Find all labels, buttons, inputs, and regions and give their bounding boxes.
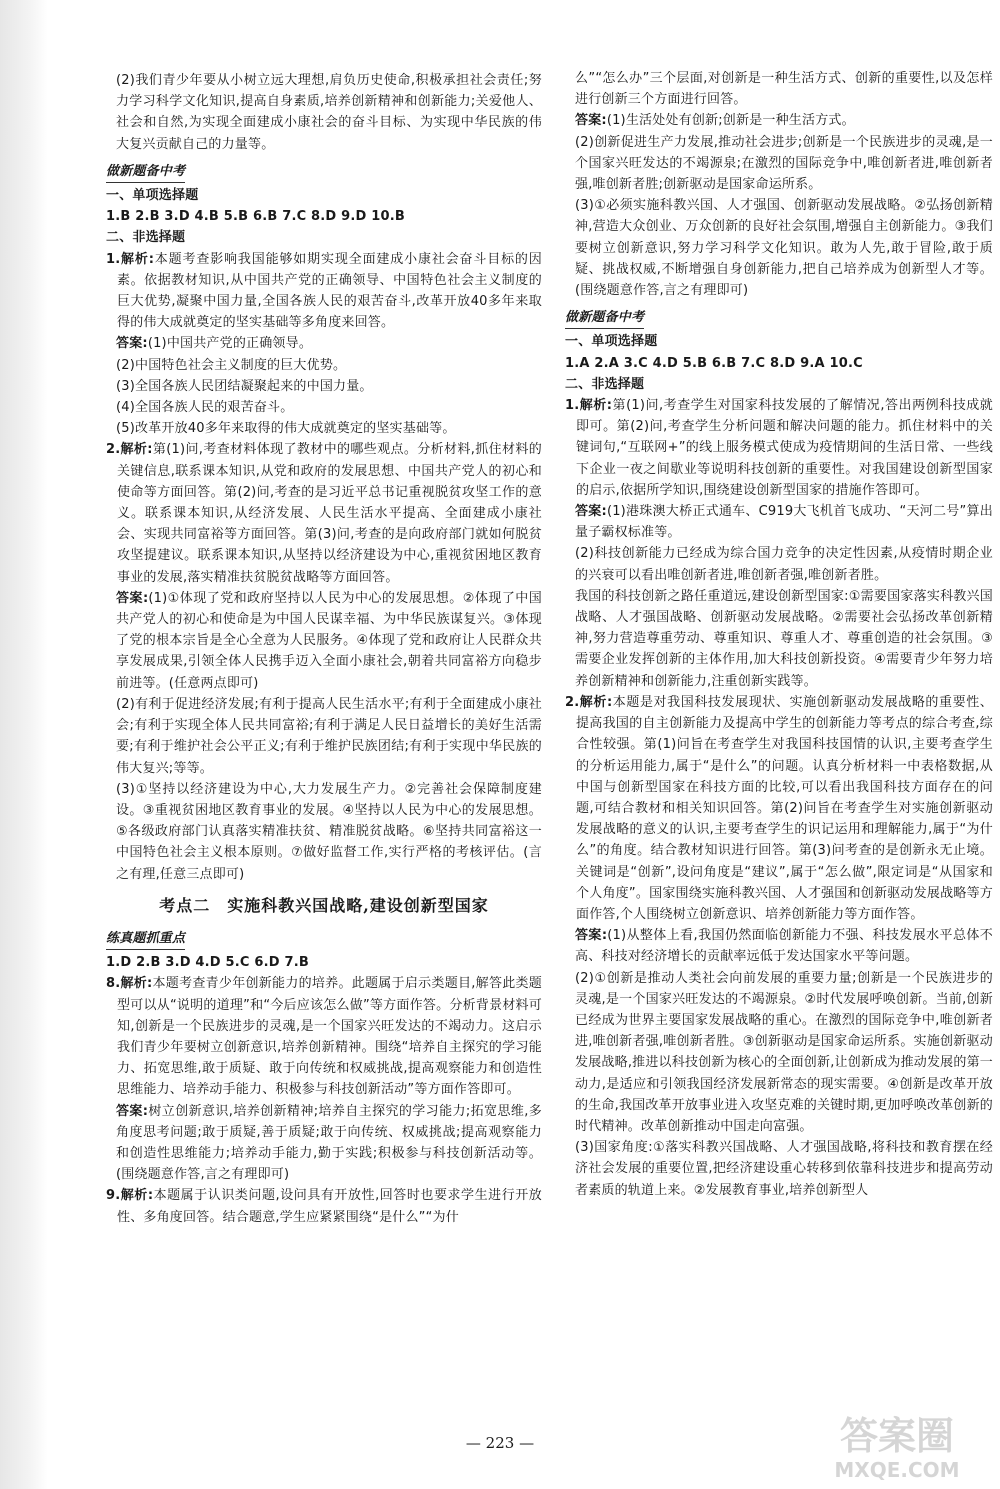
section-heading: 做新题备中考 xyxy=(565,307,644,329)
item-text: (3)①必须实施科教兴国、人才强国、创新驱动发展战略。②弘扬创新精神,营造大众创业、万众创新的良好社会氛围,增强自主创新能力。③我们要树立创新意识,努力学习科学文化知识。敢为人先,敢于冒险,敢于质疑、挑战权威,不断增强自身创新能力,把自己培养成为创新型人才等。(围绕题意作答,言之有理即可) xyxy=(575,198,993,299)
item-text: 本题考查影响我国能够如期实现全面建成小康社会奋斗目标的因素。依据教材知识,从中国共产党的正确领导、中国特色社会主义制度的巨大优势,凝聚中国力量,全国各族人民的艰苦奋斗,改革开放40多年来取得的伟大成就奠定的坚实基础等多角度来回答。 xyxy=(117,251,542,331)
item-text: 本题是对我国科技发展现状、实施创新驱动发展战略的重要性、提高我国的自主创新能力及提高中学生的创新能力等考点的综合考查,综合性较强。第(1)问旨在考查学生对我国科技国情的认识,主要考查学生的分析运用能力,属于“是什么”的问题。认真分析材料一中表格数据,从中国与创新型国家在科技方面的比较,可以看出我国科技方面存在的问题,可结合教材和相关知识回答。第(2)问旨在考查学生对实施创新驱动发展战略的意义的认识,主要考查学生的识记运用和理解能力,属于“为什么”的角度。结合教材知识进行回答。第(3)问考查的是创新永无止境。关键词是“创新”,设问角度是“建议”,属于“怎么做”,限定词是“从国家和个人角度”。国家围绕实施科教兴国、人才强国和创新驱动发展战略等方面作答,个人围绕树立创新意识、培养创新能力等方面作答。 xyxy=(576,694,993,922)
book-binding-shadow xyxy=(0,0,48,1489)
item-text: (2)中国特色社会主义制度的巨大优势。 xyxy=(116,357,347,373)
answer-item xyxy=(106,249,542,334)
item-label: 答案: xyxy=(116,336,148,352)
item-text: 一、单项选择题 xyxy=(106,188,199,204)
item-label: 答案: xyxy=(116,1103,149,1119)
topic-heading xyxy=(106,895,542,916)
item-text: (1)①体现了党和政府坚持以人民为中心的发展思想。②体现了中国共产党人的初心和使命是为中国人民谋幸福、为中华民族谋复兴。③体现了党的根本宗旨是全心全意为人民服务。④体现了党和政府让人民群众共享发展成果,引领全体人民携手迈入全面小康社会,朝着共同富裕方向稳步前进等。(任意两点即可) xyxy=(116,590,542,691)
left-column xyxy=(106,70,542,1228)
answer-item xyxy=(565,925,993,967)
item-label: 9.解析: xyxy=(106,1188,154,1204)
item-text: 二、非选择题 xyxy=(565,376,645,392)
item-text: (1)港珠澳大桥正式通车、C919大飞机首飞成功、“天河二号”算出量子霸权标准等。 xyxy=(575,504,993,541)
item-text: (3)国家角度:①落实科教兴国战略、人才强国战略,将科技和教育摆在经济社会发展的重要位置,把经济建设重心转移到依靠科技进步和提高劳动者素质的轨道上来。②发展教育事业,培养创新型人 xyxy=(575,1140,993,1198)
paragraph xyxy=(106,206,542,227)
item-label: 1.解析: xyxy=(106,251,155,267)
answer-item xyxy=(565,395,993,501)
watermark-main: 答案圈 xyxy=(839,1414,955,1458)
paragraph xyxy=(565,353,993,374)
item-text: 本题考查青少年创新能力的培养。此题属于启示类题目,解答此类题型可以从“说明的道理”和“今后应该怎么做”等方面作答。分析背景材料可知,创新是一个民族进步的灵魂,是一个国家兴旺发达的不竭动力。这启示我们青少年要树立创新意识,培养创新精神。围绕“培养自主探究的学习能力、拓宽思维,敢于质疑、敢于向传统和权威挑战,提高观察能力和创造性思维能力、培养动手能力、积极参与科技创新活动”等方面作答即可。 xyxy=(117,976,542,1098)
paragraph xyxy=(106,376,542,397)
section-heading: 练真题抓重点 xyxy=(106,928,185,950)
item-text: 1.B 2.B 3.D 4.B 5.B 6.B 7.C 8.D 9.D 10.B xyxy=(106,209,405,225)
item-text: 1.D 2.B 3.D 4.D 5.C 6.D 7.B xyxy=(106,955,309,971)
page-number: — 223 — xyxy=(465,1434,535,1452)
subsection-heading xyxy=(565,331,993,352)
item-text: (1)从整体上看,我国仍然面临创新能力不强、科技发展水平总体不高、科技对经济增长的贡献率远低于发达国家水平等问题。 xyxy=(575,928,993,965)
item-text: (4)全国各族人民的艰苦奋斗。 xyxy=(116,400,294,416)
paragraph xyxy=(106,694,542,779)
item-label: 1.解析: xyxy=(565,398,613,414)
item-text: 树立创新意识,培养创新精神;培养自主探究的学习能力;拓宽思维,多角度思考问题;敢于质疑,善于质疑;敢于向传统、权威挑战;提高观察能力和创造性思维能力;培养动手能力,勤于实践;积极参与科技创新活动等。(围绕题意作答,言之有理即可) xyxy=(116,1103,542,1183)
item-text: (2)①创新是推动人类社会向前发展的重要力量;创新是一个民族进步的灵魂,是一个国家兴旺发达的不竭源泉。②时代发展呼唤创新。当前,创新已经成为世界主要国家发展战略的重心。在激烈的国际竞争中,唯创新者进,唯创新者强,唯创新者胜。③创新驱动是国家命运所系。实施创新驱动发展战略,推进以科技创新为核心的全面创新,让创新成为推动发展的第一动力,是适应和引领我国经济发展新常态的现实需要。④创新是改革开放的生命,我国改革开放事业进入攻坚克难的关键时期,更加呼唤改革创新的时代精神。改革创新推动中国走向富强。 xyxy=(575,970,993,1134)
item-text: 考点二 实施科教兴国战略,建设创新型国家 xyxy=(159,895,489,915)
item-text: 二、非选择题 xyxy=(106,230,186,246)
paragraph xyxy=(565,195,993,301)
item-label: 答案: xyxy=(575,504,607,520)
answer-item xyxy=(106,333,542,354)
item-text: (2)创新促进生产力发展,推动社会进步;创新是一个民族进步的灵魂,是一个国家兴旺发达的不竭源泉;在激烈的国际竞争中,唯创新者进,唯创新者强,唯创新者胜;创新驱动是国家命运所系。 xyxy=(575,134,993,193)
item-label: 2.解析: xyxy=(565,694,613,710)
answer-item xyxy=(565,110,993,131)
right-column xyxy=(565,68,993,1201)
paragraph xyxy=(106,355,542,376)
answer-item xyxy=(106,588,542,694)
subsection-heading xyxy=(106,227,542,248)
item-label: 8.解析: xyxy=(106,976,153,992)
item-text: 一、单项选择题 xyxy=(565,334,658,350)
paragraph xyxy=(106,952,542,973)
paragraph xyxy=(106,779,542,885)
item-text: (2)有利于促进经济发展;有利于提高人民生活水平;有利于全面建成小康社会;有利于实现全体人民共同富裕;有利于满足人民日益增长的美好生活需要;有利于维护社会公平正义;有利于维护民族团结;有利于实现中华民族的伟大复兴;等等。 xyxy=(116,696,542,776)
item-text: 我国的科技创新之路任重道远,建设创新型国家:①需要国家落实科教兴国战略、人才强国战略、创新驱动发展战略。②需要社会弘扬改革创新精神,努力营造尊重劳动、尊重知识、尊重人才、尊重创造的社会氛围。③需要企业发挥创新的主体作用,加大科技创新投资。④需要青少年努力培养创新精神和创新能力,注重创新实践等。 xyxy=(575,588,993,689)
paragraph xyxy=(565,968,993,1138)
answer-item xyxy=(106,1101,542,1186)
paragraph xyxy=(565,68,993,110)
paragraph xyxy=(106,70,542,155)
item-text: (2)科技创新能力已经成为综合国力竞争的决定性因素,从疫情时期企业的兴衰可以看出唯创新者进,唯创新者强,唯创新者胜。 xyxy=(575,546,993,583)
item-text: (5)改革开放40多年来取得的伟大成就奠定的坚实基础等。 xyxy=(116,421,456,437)
item-text: 本题属于认识类问题,设问具有开放性,回答时也要求学生进行开放性、多角度回答。结合题意,学生应紧紧围绕“是什么”“为什 xyxy=(117,1188,542,1225)
watermark-sub: MXQE.COM xyxy=(834,1458,960,1482)
item-label: 答案: xyxy=(575,113,607,129)
item-text: (3)全国各族人民团结凝聚起来的中国力量。 xyxy=(116,378,373,394)
item-text: 1.A 2.A 3.C 4.D 5.B 6.B 7.C 8.D 9.A 10.C xyxy=(565,355,863,371)
item-label: 2.解析: xyxy=(106,442,153,458)
answer-item xyxy=(565,692,993,925)
item-text: (1)生活处处有创新;创新是一种生活方式。 xyxy=(606,113,855,129)
answer-item xyxy=(106,439,542,587)
item-text: (2)我们青少年要从小树立远大理想,肩负历史使命,积极承担社会责任;努力学习科学文化知识,提高自身素质,培养创新精神和创新能力;关爱他人、社会和自然,为实现全面建成小康社会的奋斗目标、为实现中华民族的伟大复兴贡献自己的力量等。 xyxy=(116,73,542,152)
paragraph xyxy=(565,132,993,196)
subsection-heading xyxy=(565,374,993,395)
watermark-logo xyxy=(802,1405,992,1483)
paragraph xyxy=(106,418,542,439)
item-text: 么”“怎么办”三个层面,对创新是一种生活方式、创新的重要性,以及怎样进行创新三个方面进行回答。 xyxy=(575,71,993,108)
paragraph xyxy=(106,397,542,418)
subsection-heading xyxy=(106,185,542,206)
item-label: 答案: xyxy=(116,590,149,606)
item-text: (1)中国共产党的正确领导。 xyxy=(147,336,313,352)
item-label: 答案: xyxy=(575,928,608,944)
item-text: (3)①坚持以经济建设为中心,大力发展生产力。②完善社会保障制度建设。③重视贫困地区教育事业的发展。④坚持以人民为中心的发展思想。⑤各级政府部门认真落实精准扶贫、精准脱贫战略。⑥坚持共同富裕这一中国特色社会主义根本原则。⑦做好监督工作,实行严格的考核评估。(言之有理,任意三点即可) xyxy=(116,781,542,882)
answer-item xyxy=(106,973,542,1100)
item-text: 第(1)问,考查材料体现了教材中的哪些观点。分析材料,抓住材料的关键信息,联系课本知识,从党和政府的发展思想、中国共产党人的初心和使命等方面回答。第(2)问,考查的是习近平总书记重视脱贫攻坚工作的意义。联系课本知识,从经济发展、人民生活水平提高、全面建成小康社会、实现共同富裕等方面回答。第(3)问,考查的是向政府部门就如何脱贫攻坚提建议。联系课本知识,从坚持以经济建设为中心,重视贫困地区教育事业的发展,落实精准扶贫脱贫战略等方面回答。 xyxy=(117,442,542,585)
paragraph xyxy=(565,1137,993,1201)
item-text: 第(1)问,考查学生对国家科技发展的了解情况,答出两例科技成就即可。第(2)问,考查学生分析问题和解决问题的能力。抓住材料中的关键词句,“互联网+”的线上服务模式使成为疫情期间的生活日常、一些线下企业一夜之间歇业等说明科技创新的重要性。对我国建设创新型国家的启示,依据所学知识,围绕建设创新型国家的措施作答即可。 xyxy=(576,398,993,498)
paragraph xyxy=(565,586,993,692)
answer-item xyxy=(106,1185,542,1227)
section-heading: 做新题备中考 xyxy=(106,161,185,183)
answer-item xyxy=(565,501,993,543)
paragraph xyxy=(565,543,993,585)
